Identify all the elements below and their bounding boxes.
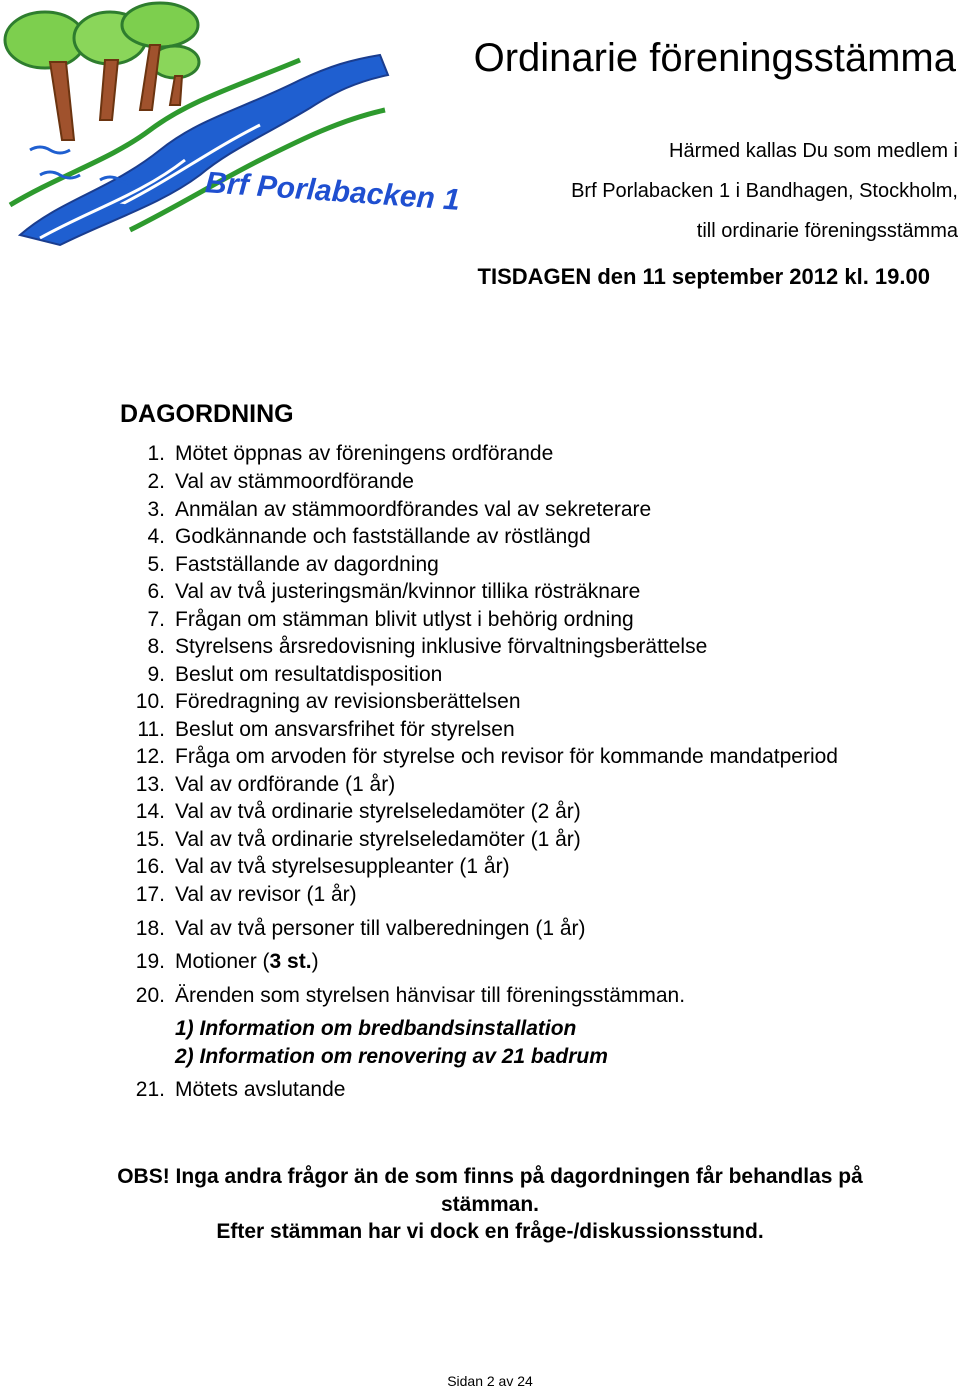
notice-line-1: OBS! Inga andra frågor än de som finns på dagordningen får behandlas på	[117, 1165, 863, 1188]
page-number: Sidan 2 av 24	[447, 1373, 533, 1389]
agenda-item: 13. Val av ordförande (1 år)	[135, 773, 396, 796]
agenda-item: 15. Val av två ordinarie styrelseledamöter (1 år)	[135, 828, 581, 851]
agenda-item: 14. Val av två ordinarie styrelseledamöter (2 år)	[135, 800, 581, 823]
agenda-item: 10. Föredragning av revisionsberättelsen	[135, 690, 521, 713]
invitation-line-1: Härmed kallas Du som medlem i	[669, 140, 958, 162]
agenda-item: 9. Beslut om resultatdisposition	[147, 663, 443, 686]
agenda-item: 4. Godkännande och fastställande av röstlängd	[147, 525, 591, 548]
agenda-heading: DAGORDNING	[120, 400, 294, 428]
invitation-line-2: Brf Porlabacken 1 i Bandhagen, Stockholm,	[571, 180, 958, 202]
agenda-item: 20. Ärenden som styrelsen hänvisar till föreningsstämman.	[135, 984, 686, 1007]
agenda-item: 17. Val av revisor (1 år)	[135, 883, 357, 906]
invitation-line-3: till ordinarie föreningsstämma	[696, 220, 958, 242]
agenda-item: 7. Frågan om stämman blivit utlyst i behörig ordning	[147, 608, 634, 631]
agenda-item: 16. Val av två styrelsesuppleanter (1 år)	[135, 855, 510, 878]
notice-line-3: Efter stämman har vi dock en fråge-/diskussionsstund.	[216, 1220, 764, 1243]
agenda-item: 3. Anmälan av stämmoordförandes val av sekreterare	[147, 498, 652, 521]
agenda-item: 1. Mötet öppnas av föreningens ordförande	[147, 442, 554, 465]
logo-text: Brf Porlabacken 1	[204, 166, 461, 217]
agenda-item: 11. Beslut om ansvarsfrihet för styrelsen	[137, 718, 515, 741]
agenda-item: 5. Fastställande av dagordning	[147, 553, 439, 576]
agenda-item: 6. Val av två justeringsmän/kvinnor tillika rösträknare	[147, 580, 641, 603]
agenda-item: 12. Fråga om arvoden för styrelse och revisor för kommande mandatperiod	[135, 745, 838, 768]
logo-trees-river-icon	[0, 0, 390, 250]
page-title: Ordinarie föreningsstämma	[473, 36, 956, 80]
agenda-item: 18. Val av två personer till valberedningen (1 år)	[135, 917, 586, 940]
agenda-item: 8. Styrelsens årsredovisning inklusive förvaltningsberättelse	[147, 635, 708, 658]
meeting-date: TISDAGEN den 11 september 2012 kl. 19.00	[477, 264, 930, 289]
agenda-item: 2. Val av stämmoordförande	[147, 470, 414, 493]
notice-line-2: stämman.	[440, 1193, 540, 1216]
agenda-sub-item: 2) Information om renovering av 21 badrum	[175, 1045, 608, 1068]
agenda-sub-item: 1) Information om bredbandsinstallation	[175, 1017, 577, 1040]
agenda-item: 21. Mötets avslutande	[135, 1078, 346, 1101]
brf-porlabacken-logo	[0, 0, 461, 250]
agenda-item: 19. Motioner (3 st.)	[135, 950, 319, 973]
